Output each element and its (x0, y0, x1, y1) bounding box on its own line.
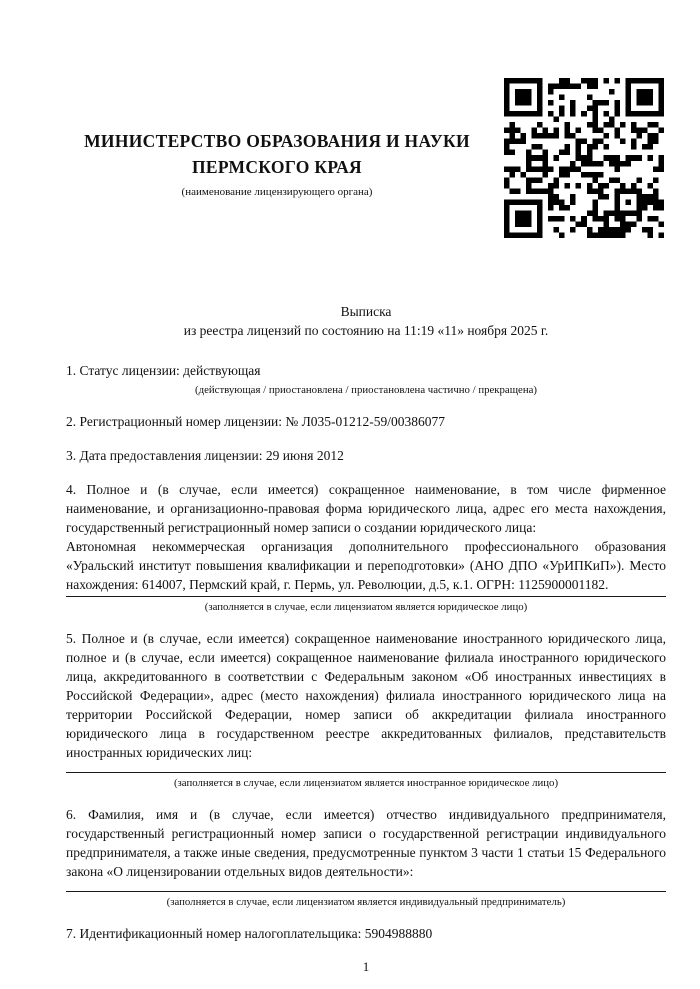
items-list (66, 361, 666, 943)
item-caption: (заполняется в случае, если лицензиатом является иностранное юридическое лицо) (173, 777, 559, 789)
license-item (66, 805, 666, 909)
item-text: 2. Регистрационный номер лицензии: № Л035-01212-59/00386077 (66, 414, 446, 429)
item-caption: (действующая / приостановлена / приостановлена частично / прекращена) (195, 384, 537, 396)
document-title-line2: из реестра лицензий по состоянию на 11:19 «11» ноября 2025 г. (183, 323, 549, 338)
fill-line (66, 891, 666, 892)
item-value: Автономная некоммерческая организация дополнительного профессионального образования «Уральский институт повышения квалификации и переподготовки» (АНО ДПО «УрИПКиП»). Место нахождения: 614007, Пермский край, г. Пермь, ул. Революции, д.5, к.1. ОГРН: 1125900001182. (66, 539, 666, 592)
licensing-authority-caption: (наименование лицензирующего органа) (181, 186, 373, 198)
item-caption: (заполняется в случае, если лицензиатом является индивидуальный предприниматель) (166, 896, 566, 908)
fill-line (66, 596, 666, 597)
qr-code-icon (504, 78, 664, 238)
ministry-name-line2: ПЕРМСКОГО КРАЯ (192, 157, 362, 177)
item-text: 7. Идентификационный номер налогоплательщика: 5904988880 (66, 926, 433, 941)
item-text: 5. Полное и (в случае, если имеется) сокращенное наименование иностранного юридического лица, полное и (в случае, если имеется) сокращенное наименование филиала иностранного юридического лица, аккредитованного в соответствии с Федеральным законом «Об иностранных инвестициях в Российской Федерации», адрес (место нахождения) филиала иностранного юридического лица на территории Российской Федерации, номер записи об аккредитации филиала иностранного юридического лица в государственном реестре аккредитованных филиалов, представительств иностранных юридических лиц: (66, 631, 666, 760)
fill-line (66, 772, 666, 773)
item-caption: (заполняется в случае, если лицензиатом является юридическое лицо) (204, 601, 528, 613)
item-text: 6. Фамилия, имя и (в случае, если имеется) отчество индивидуального предпринимателя, государственный регистрационный номер записи о государственной регистрации индивидуального предпринимателя, а также иные сведения, предусмотренные пунктом 3 части 1 статьи 15 Федерального закона «О лицензировании отдельных видов деятельности»: (66, 807, 666, 879)
license-item (66, 924, 666, 943)
license-item (66, 629, 666, 790)
document-header (0, 0, 700, 238)
item-text: 4. Полное и (в случае, если имеется) сокращенное наименование, в том числе фирменное наименование, и организационно-правовая форма юридического лица, адрес его места нахождения, государственный регистрационный номер записи о создании юридического лица: (66, 482, 666, 535)
page-number: 1 (362, 959, 370, 974)
document-title-line1: Выписка (340, 304, 392, 319)
document-title (66, 302, 666, 340)
item-text: 3. Дата предоставления лицензии: 29 июня 2012 (66, 448, 344, 463)
ministry-name-line1: МИНИСТЕРСТВО ОБРАЗОВАНИЯ И НАУКИ (84, 131, 470, 151)
licensing-authority-block (50, 78, 504, 199)
license-item (66, 480, 666, 614)
license-item (66, 361, 666, 397)
item-text: 1. Статус лицензии: действующая (66, 363, 261, 378)
license-item (66, 446, 666, 465)
document-body (66, 302, 666, 975)
license-item (66, 412, 666, 431)
